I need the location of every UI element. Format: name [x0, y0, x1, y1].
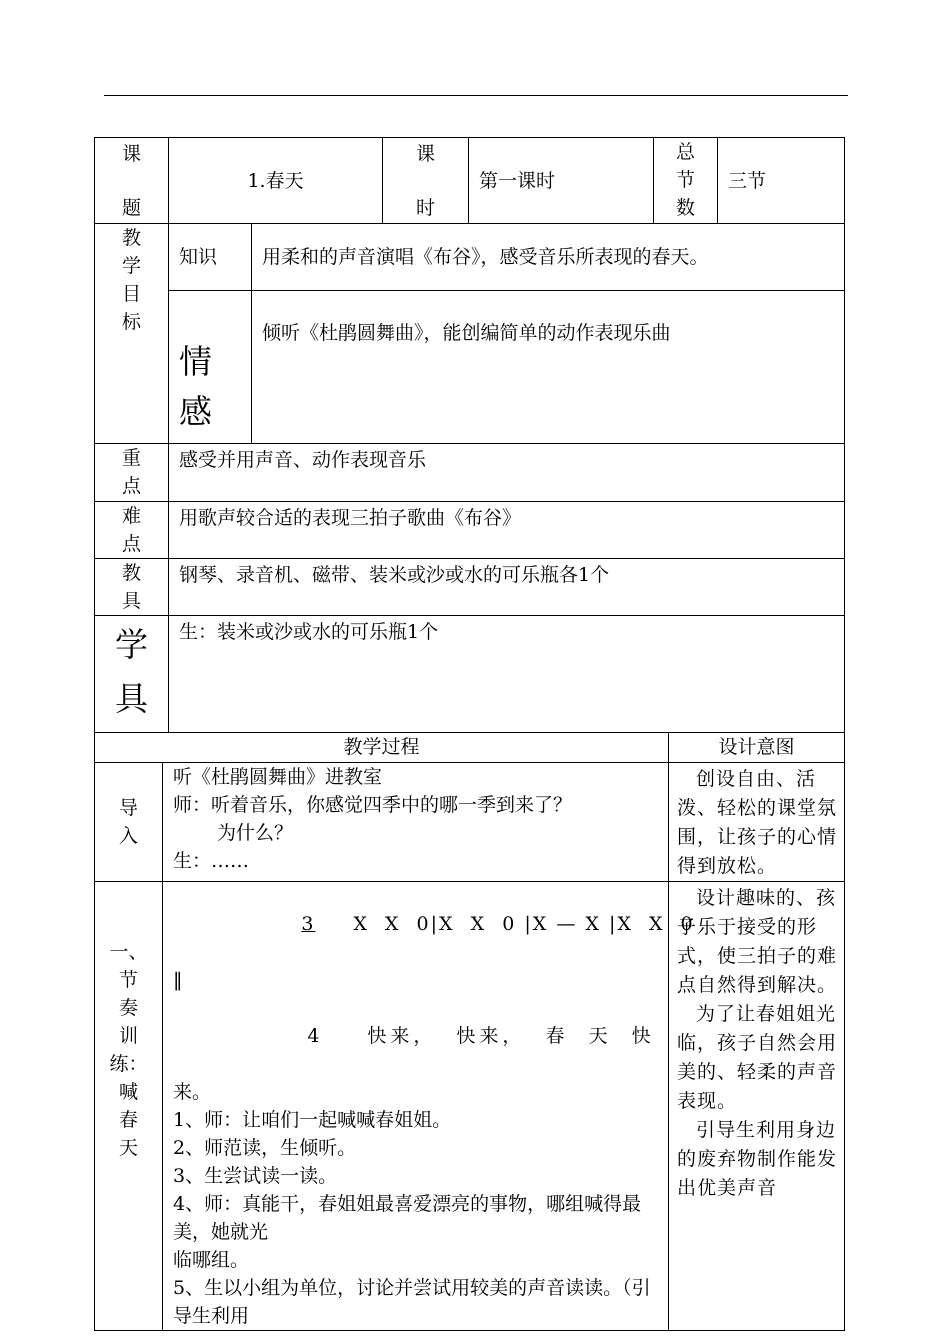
- knowledge-label: 知识: [169, 224, 252, 291]
- lesson-info-table: [94, 137, 845, 733]
- key-point-label: 重 点: [95, 444, 169, 502]
- intent-header: 设计意图: [669, 733, 845, 763]
- rhythm-section-label: 一、 节 奏 训 练： 喊 春 天: [95, 882, 163, 1331]
- intro-content: [163, 763, 669, 882]
- lyrics-line: [173, 994, 662, 1078]
- difficulty-label: 难 点: [95, 502, 169, 559]
- topic-value: 1.春天: [169, 138, 383, 224]
- step-line: 1、师：让咱们一起喊喊春姐姐。: [173, 1109, 452, 1131]
- top-rule: [104, 95, 848, 96]
- rhythm-intent: [669, 882, 845, 1331]
- intent-paragraph: 引导生利用身边的废弃物制作能发出优美声音: [677, 1119, 838, 1199]
- intro-line: 师：听着音乐，你感觉四季中的哪一季到来了？: [173, 794, 573, 816]
- key-point-text: 感受并用声音、动作表现音乐: [169, 444, 845, 502]
- intro-label: 导 入: [95, 763, 163, 882]
- process-table: [94, 732, 845, 1331]
- emotion-text: 倾听《杜鹃圆舞曲》，能创编简单的动作表现乐曲: [252, 291, 845, 444]
- step-line: 4、师：真能干，春姐姐最喜爱漂亮的事物，哪组喊得最美，她就光: [173, 1193, 642, 1243]
- teaching-aids-text: 钢琴、录音机、磁带、装米或沙或水的可乐瓶各1个: [169, 559, 845, 616]
- period-label: 课 时: [383, 138, 469, 224]
- step-line: 3、生尝试读一读。: [173, 1165, 338, 1187]
- emotion-label: 情 感: [169, 291, 252, 444]
- step-line: 5、生以小组为单位，讨论并尝试用较美的声音读读。（引导生利用: [173, 1277, 651, 1327]
- knowledge-text: 用柔和的声音演唱《布谷》，感受音乐所表现的春天。: [252, 224, 845, 291]
- time-signature-top: 3: [301, 913, 316, 935]
- intent-paragraph: 设计趣味的、孩子乐于接受的形式，使三拍子的难点自然得到解决。: [677, 887, 838, 996]
- intent-paragraph: 为了让春姐姐光临，孩子自然会用美的、轻柔的声音表现。: [677, 1003, 838, 1112]
- intro-intent: 创设自由、活泼、轻松的课堂氛围，让孩子的心情得到放松。: [669, 763, 845, 882]
- step-line: 临哪组。: [173, 1249, 250, 1271]
- learning-aids-label: 学 具: [95, 616, 169, 733]
- learning-aids-text: 生：装米或沙或水的可乐瓶1个: [169, 616, 845, 733]
- total-value: 三节: [718, 138, 845, 224]
- process-header: 教学过程: [95, 733, 669, 763]
- topic-label: 课 题: [95, 138, 169, 224]
- period-value: 第一课时: [469, 138, 654, 224]
- rhythm-section-content: [163, 882, 695, 1331]
- time-signature-bottom: 4: [307, 1025, 320, 1047]
- intro-line: 为什么？: [217, 822, 294, 844]
- lyrics-end: 来。: [173, 1081, 212, 1103]
- total-label: 总 节 数: [654, 138, 718, 224]
- teaching-aids-label: 教 具: [95, 559, 169, 616]
- intro-line: 生：……: [173, 850, 250, 872]
- goals-label: 教 学 目 标: [95, 224, 169, 444]
- rhythm-line: X X 0|X X 0 |X — X |X X 0: [353, 913, 695, 935]
- lyrics-text: 快来， 快来， 春 天 快: [367, 1025, 655, 1047]
- rhythm-end-bar: ‖: [173, 969, 183, 991]
- step-line: 2、师范读，生倾听。: [173, 1137, 357, 1159]
- intro-line: 听《杜鹃圆舞曲》进教室: [173, 766, 383, 788]
- rhythm-notation: [173, 882, 695, 966]
- difficulty-text: 用歌声较合适的表现三拍子歌曲《布谷》: [169, 502, 845, 559]
